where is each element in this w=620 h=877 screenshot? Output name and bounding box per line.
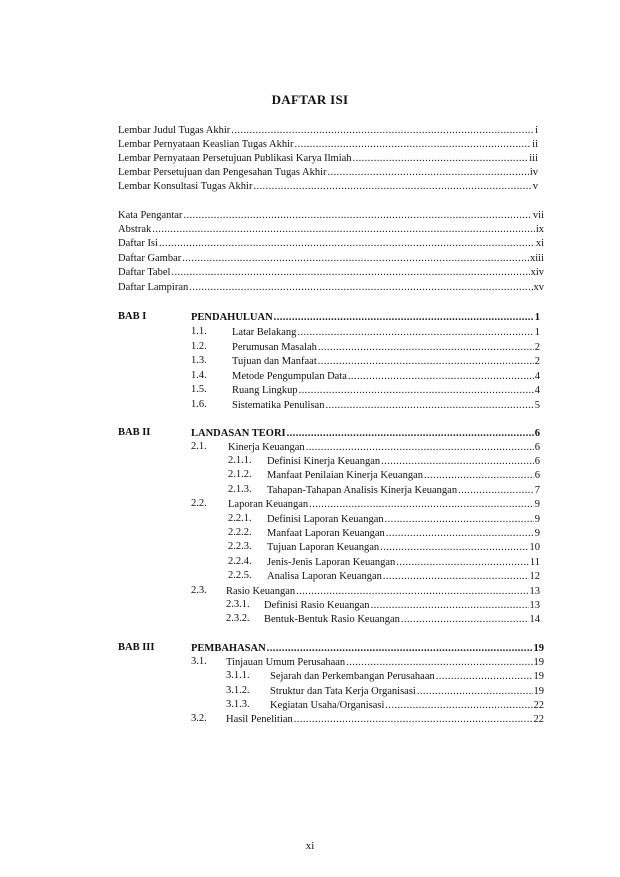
subsection-number: 3.1.1. <box>226 670 250 681</box>
section-number: 1.2. <box>191 341 207 352</box>
toc-entry-page: 9 <box>534 499 540 510</box>
dot-leader <box>183 209 531 222</box>
toc-entry <box>118 209 544 222</box>
toc-entry-page: 19 <box>533 686 544 697</box>
chapter-page: 19 <box>533 643 544 654</box>
toc-entry-page: 9 <box>534 514 540 525</box>
toc-entry-text: Manfaat Laporan Keuangan <box>267 528 385 539</box>
toc-entry-text: Sistematika Penulisan <box>232 400 325 411</box>
toc-entry-text: Daftar Lampiran <box>118 282 189 293</box>
toc-entry <box>228 498 540 511</box>
toc-entry-page: 11 <box>529 557 540 568</box>
dot-leader <box>458 484 534 497</box>
dot-leader <box>318 341 534 354</box>
dot-leader <box>346 656 532 669</box>
toc-entry-text: Struktur dan Tata Kerja Organisasi <box>270 686 416 697</box>
toc-entry-page: ii <box>532 139 538 150</box>
toc-entry-page: xv <box>533 282 544 293</box>
subsection-number: 2.1.1. <box>228 455 252 466</box>
chapter-entry <box>191 642 544 655</box>
dot-leader <box>353 152 529 165</box>
toc-entry-page: 7 <box>534 485 540 496</box>
dot-leader <box>401 613 529 626</box>
chapter-label: BAB I <box>118 311 147 322</box>
page-title: DAFTAR ISI <box>271 92 349 107</box>
toc-entry-page: ix <box>535 224 544 235</box>
subsection-number: 2.1.2. <box>228 469 252 480</box>
toc-entry-text: Lembar Konsultasi Tugas Akhir <box>118 181 253 192</box>
toc-entry-text: Definisi Laporan Keuangan <box>267 514 384 525</box>
toc-entry <box>232 341 540 354</box>
toc-entry-page: 13 <box>529 600 540 611</box>
toc-entry <box>232 355 540 368</box>
dot-leader <box>299 384 534 397</box>
dot-leader <box>318 355 534 368</box>
toc-entry-text: Rasio Keuangan <box>226 586 296 597</box>
section-number: 1.4. <box>191 370 207 381</box>
dot-leader <box>386 527 534 540</box>
toc-entry-text: Perumusan Masalah <box>232 342 317 353</box>
toc-entry-page: 12 <box>529 571 540 582</box>
section-number: 1.5. <box>191 384 207 395</box>
chapter-label: BAB III <box>118 642 155 653</box>
dot-leader <box>171 266 529 279</box>
toc-entry-text: Analisa Laporan Keuangan <box>267 571 382 582</box>
toc-entry-text: Lembar Judul Tugas Akhir <box>118 125 231 136</box>
dot-leader <box>231 124 534 137</box>
toc-entry <box>267 455 540 468</box>
toc-entry <box>118 266 544 279</box>
subsection-number: 3.1.2. <box>226 685 250 696</box>
chapter-entry <box>191 311 540 324</box>
subsection-number: 2.2.5. <box>228 570 252 581</box>
toc-entry-text: Tahapan-Tahapan Analisis Kinerja Keuangan <box>267 485 458 496</box>
toc-entry <box>228 441 540 454</box>
toc-entry <box>118 124 538 137</box>
chapter-entry <box>191 427 540 440</box>
dot-leader <box>306 441 534 454</box>
dot-leader <box>295 138 532 151</box>
toc-entry-text: Kata Pengantar <box>118 210 183 221</box>
toc-entry-text: Laporan Keuangan <box>228 499 309 510</box>
dot-leader <box>182 252 529 265</box>
toc-entry <box>118 281 544 294</box>
toc-entry <box>267 469 540 482</box>
toc-entry-text: Ruang Lingkup <box>232 385 298 396</box>
toc-entry <box>226 656 544 669</box>
toc-entry-text: Metode Pengumpulan Data <box>232 371 347 382</box>
toc-entry <box>118 152 538 165</box>
dot-leader <box>328 166 529 179</box>
toc-entry <box>267 541 540 554</box>
subsection-number: 2.2.3. <box>228 541 252 552</box>
chapter-title: PEMBAHASAN <box>191 643 266 654</box>
toc-entry-page: 14 <box>529 614 540 625</box>
toc-entry <box>118 252 544 265</box>
dot-leader <box>274 311 534 324</box>
dot-leader <box>287 427 534 440</box>
chapter-page: 1 <box>534 312 540 323</box>
subsection-number: 2.3.1. <box>226 599 250 610</box>
dot-leader <box>424 469 534 482</box>
section-number: 3.1. <box>191 656 207 667</box>
toc-entry-page: 22 <box>533 714 544 725</box>
toc-entry-text: Tujuan Laporan Keuangan <box>267 542 380 553</box>
toc-entry-page: iv <box>529 167 538 178</box>
toc-entry-text: Lembar Persetujuan dan Pengesahan Tugas Akhir <box>118 167 327 178</box>
toc-entry <box>226 585 540 598</box>
section-number: 1.6. <box>191 399 207 410</box>
dot-leader <box>296 585 528 598</box>
dot-leader <box>267 642 533 655</box>
chapter-title: PENDAHULUAN <box>191 312 273 323</box>
toc-entry <box>232 399 540 412</box>
subsection-number: 2.2.1. <box>228 513 252 524</box>
toc-entry <box>232 370 540 383</box>
toc-entry <box>267 527 540 540</box>
toc-entry-text: Lembar Pernyataan Persetujuan Publikasi Karya Ilmiah <box>118 153 352 164</box>
toc-entry-page: 10 <box>529 542 540 553</box>
dot-leader <box>417 685 533 698</box>
section-number: 3.2. <box>191 713 207 724</box>
toc-entry-text: Daftar Tabel <box>118 267 171 278</box>
toc-entry-text: Tujuan dan Manfaat <box>232 356 317 367</box>
toc-entry <box>226 713 544 726</box>
toc-entry-text: Bentuk-Bentuk Rasio Keuangan <box>264 614 400 625</box>
toc-entry-page: xi <box>535 238 544 249</box>
dot-leader <box>371 599 529 612</box>
toc-entry-page: 9 <box>534 528 540 539</box>
chapter-page: 6 <box>534 428 540 439</box>
toc-entry <box>264 599 540 612</box>
toc-entry <box>118 138 538 151</box>
dot-leader <box>189 281 532 294</box>
dot-leader <box>381 455 534 468</box>
subsection-number: 3.1.3. <box>226 699 250 710</box>
toc-entry <box>118 223 544 236</box>
toc-entry-text: Definisi Kinerja Keuangan <box>267 456 381 467</box>
page-number: xi <box>305 840 315 852</box>
dot-leader <box>297 326 533 339</box>
toc-entry-page: xiii <box>529 253 544 264</box>
toc-entry-page: 2 <box>534 342 540 353</box>
dot-leader <box>348 370 534 383</box>
toc-entry-page: i <box>535 125 538 136</box>
chapter-title: LANDASAN TEORI <box>191 428 286 439</box>
toc-entry-page: 6 <box>534 470 540 481</box>
toc-entry-page: 6 <box>534 456 540 467</box>
toc-entry-page: 4 <box>534 371 540 382</box>
toc-entry-page: 13 <box>529 586 540 597</box>
toc-entry-page: xiv <box>530 267 544 278</box>
toc-entry <box>232 384 540 397</box>
dot-leader <box>253 180 531 193</box>
section-number: 1.3. <box>191 355 207 366</box>
dot-leader <box>383 570 529 583</box>
toc-entry-page: 4 <box>534 385 540 396</box>
toc-entry-text: Latar Belakang <box>232 327 297 338</box>
dot-leader <box>294 713 533 726</box>
toc-entry <box>270 670 544 683</box>
dot-leader <box>385 513 534 526</box>
toc-entry-page: 19 <box>533 657 544 668</box>
dot-leader <box>380 541 528 554</box>
dot-leader <box>159 237 535 250</box>
subsection-number: 2.2.2. <box>228 527 252 538</box>
subsection-number: 2.3.2. <box>226 613 250 624</box>
toc-entry-text: Jenis-Jenis Laporan Keuangan <box>267 557 396 568</box>
chapter-label: BAB II <box>118 427 151 438</box>
toc-entry <box>270 699 544 712</box>
toc-entry-text: Definisi Rasio Keuangan <box>264 600 370 611</box>
subsection-number: 2.1.3. <box>228 484 252 495</box>
toc-entry-page: 19 <box>533 671 544 682</box>
toc-entry-text: Daftar Isi <box>118 238 158 249</box>
toc-entry-page: 5 <box>534 400 540 411</box>
toc-entry <box>118 237 544 250</box>
toc-entry-text: Kinerja Keuangan <box>228 442 305 453</box>
toc-entry-text: Manfaat Penilaian Kinerja Keuangan <box>267 470 423 481</box>
toc-entry-text: Tinjauan Umum Perusahaan <box>226 657 346 668</box>
toc-entry-text: Abstrak <box>118 224 152 235</box>
section-number: 2.2. <box>191 498 207 509</box>
toc-entry-text: Sejarah dan Perkembangan Perusahaan <box>270 671 435 682</box>
toc-entry <box>118 180 538 193</box>
toc-entry-page: v <box>532 181 538 192</box>
dot-leader <box>309 498 534 511</box>
toc-entry-text: Lembar Pernyataan Keaslian Tugas Akhir <box>118 139 294 150</box>
toc-entry-page: 1 <box>534 327 540 338</box>
toc-entry <box>232 326 540 339</box>
toc-entry-page: 2 <box>534 356 540 367</box>
toc-entry-text: Daftar Gambar <box>118 253 182 264</box>
toc-entry <box>267 513 540 526</box>
toc-entry <box>264 613 540 626</box>
subsection-number: 2.2.4. <box>228 556 252 567</box>
toc-entry-text: Kegiatan Usaha/Organisasi <box>270 700 385 711</box>
toc-entry-text: Hasil Penelitian <box>226 714 293 725</box>
toc-entry-page: 6 <box>534 442 540 453</box>
toc-entry <box>267 556 540 569</box>
toc-entry <box>267 484 540 497</box>
dot-leader <box>152 223 535 236</box>
toc-entry <box>267 570 540 583</box>
toc-entry <box>270 685 544 698</box>
toc-entry-page: vii <box>532 210 544 221</box>
toc-entry-page: 22 <box>533 700 544 711</box>
dot-leader <box>325 399 533 412</box>
toc-entry <box>118 166 538 179</box>
dot-leader <box>436 670 533 683</box>
section-number: 1.1. <box>191 326 207 337</box>
section-number: 2.1. <box>191 441 207 452</box>
toc-entry-page: iii <box>529 153 538 164</box>
section-number: 2.3. <box>191 585 207 596</box>
dot-leader <box>385 699 532 712</box>
dot-leader <box>396 556 529 569</box>
